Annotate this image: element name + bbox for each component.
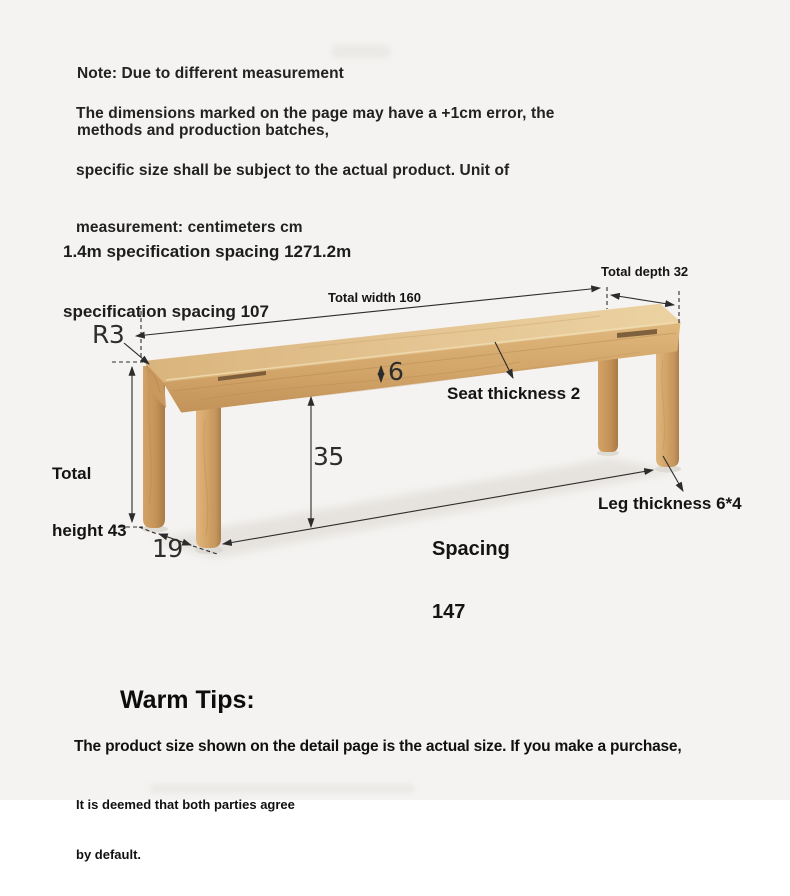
label-seat-thickness: Seat thickness 2 [447, 384, 581, 403]
label-apron-height: 6 [388, 357, 404, 386]
label-total-height: Total height 43 [52, 464, 127, 540]
warm-tips-line: The product size shown on the detail page is the actual size. If you make a purchase, [74, 738, 682, 755]
label-under-seat-clearance: 35 [313, 442, 344, 471]
note-line: The dimensions marked on the page may have a +1cm error, the [76, 105, 555, 122]
label-leg-thickness: Leg thickness 6*4 [598, 494, 742, 513]
dim-line-total-depth [611, 295, 674, 305]
label-corner-radius: R3 [92, 320, 125, 349]
note-line: measurement: centimeters cm [76, 219, 303, 236]
spec-line: 1.4m specification spacing 1271.2m [63, 242, 352, 261]
warm-tips-small-text: It is deemed that both parties agree by default. [76, 797, 295, 862]
label-spacing: Spacing 147 [432, 538, 510, 623]
warm-tips-title: Warm Tips: [120, 686, 255, 714]
label-foot-depth: 19 [152, 534, 183, 563]
spec-line: specification spacing 107 [63, 302, 269, 321]
note-line: methods and production batches, [77, 122, 329, 139]
note-line: Note: Due to different measurement [77, 65, 344, 82]
bench-leg-back-right [598, 354, 618, 452]
bench-leg-front-left [196, 397, 221, 548]
note-line: specific size shall be subject to the actual product. Unit of [76, 162, 510, 179]
label-total-width: Total width 160 [328, 290, 421, 305]
label-total-depth: Total depth 32 [601, 264, 689, 279]
